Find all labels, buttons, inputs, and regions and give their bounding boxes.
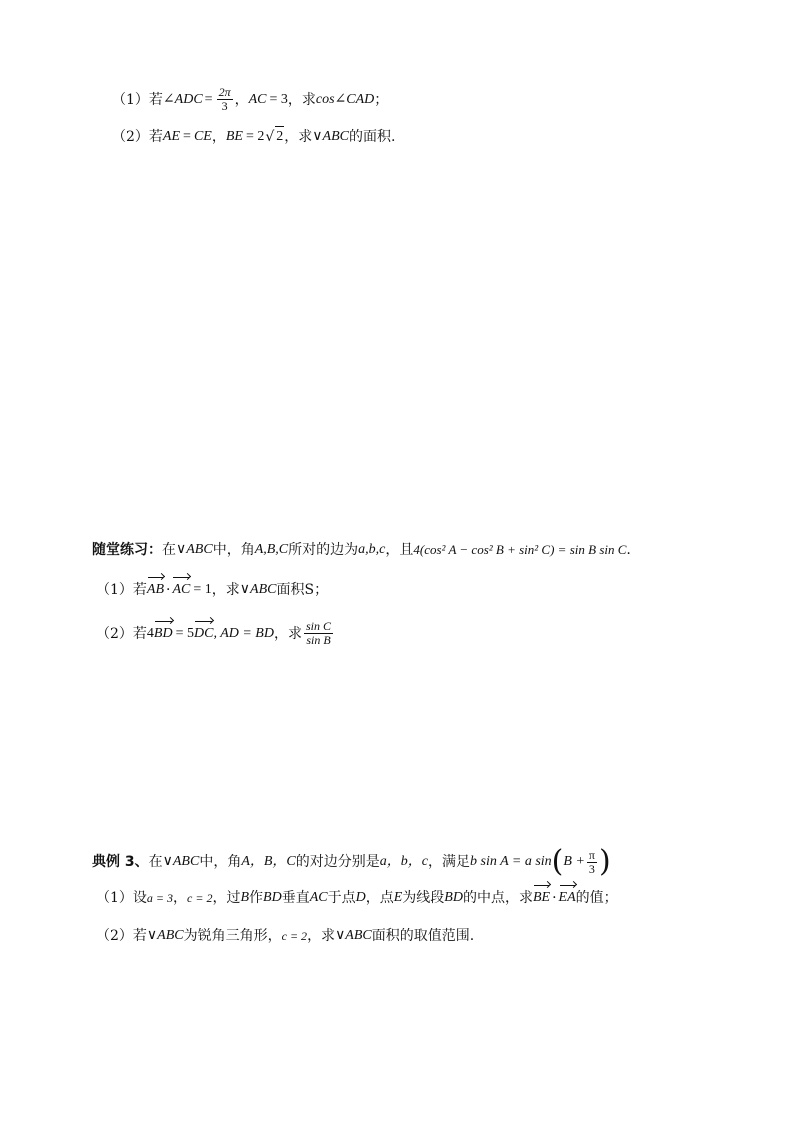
- end-punct: .: [626, 542, 631, 558]
- math-ac: AC: [248, 91, 267, 107]
- stem-text: 为锐角三角形，: [183, 928, 282, 944]
- separator: ，求: [287, 91, 316, 108]
- q-label: （2）若: [112, 128, 163, 145]
- triangle-symbol: ∨ABC: [312, 128, 349, 144]
- right-paren: ): [598, 844, 611, 879]
- math-ae: AE: [162, 128, 181, 144]
- segment-bd: BD: [444, 890, 463, 905]
- math-c: c = 2: [187, 891, 213, 905]
- left-paren: (: [551, 844, 564, 879]
- triangle-symbol: ∨ABC: [239, 582, 277, 597]
- vector-ab: AB: [147, 580, 164, 600]
- math-eq: =: [204, 91, 213, 107]
- example3-question-1: [96, 888, 618, 908]
- triangle-symbol: ∨ABC: [176, 542, 213, 557]
- math-c: c = 2: [281, 929, 308, 943]
- separator: ，求: [284, 128, 313, 145]
- stem-text: ，求: [307, 928, 336, 944]
- stem-text: 为线段: [402, 890, 445, 906]
- example3-stem: [92, 844, 611, 879]
- math-eq: =: [183, 128, 191, 144]
- q-label: （1）若: [96, 582, 147, 598]
- point-d: D: [355, 890, 366, 905]
- segment-bd: BD: [263, 890, 282, 905]
- stem-text: ，过: [212, 890, 241, 906]
- example3-title: 典例 3、: [92, 854, 149, 870]
- stem-text: 作: [249, 890, 264, 906]
- math-ce: CE: [193, 128, 212, 144]
- sides: a,b,c: [358, 542, 386, 557]
- end-text: 面积S；: [276, 582, 329, 598]
- stem-text: 中，角: [212, 542, 255, 558]
- stem-text: ，点: [365, 890, 394, 906]
- practice-question-1: [96, 580, 328, 600]
- math-ac-value: = 3: [269, 91, 288, 107]
- math-eq: = 5: [175, 625, 194, 641]
- angles: A,B,C: [254, 542, 289, 557]
- stem-text: ，求: [211, 582, 240, 598]
- q-label: （2）若: [96, 928, 147, 944]
- condition-formula: 4(cos² A − cos² B + sin² C) = sin B sin C: [413, 542, 627, 557]
- stem-text: 在: [148, 854, 163, 870]
- point-b: B: [240, 890, 250, 905]
- math-value: = 1: [193, 582, 212, 597]
- q-label: （2）若: [96, 625, 147, 642]
- fraction: [587, 849, 597, 876]
- fraction-denominator: 3: [588, 861, 595, 876]
- separator: ，: [211, 128, 226, 145]
- condition-lhs: b sin A = a sin: [470, 854, 552, 869]
- end-punct: ；: [374, 91, 389, 108]
- math-be: BE: [225, 128, 243, 144]
- q-label: （1）若: [112, 91, 163, 108]
- p1-question-2: [112, 126, 395, 147]
- stem-text: 的中点，求: [462, 890, 533, 906]
- angles: A，B，C: [241, 854, 296, 869]
- vector-ac: AC: [172, 580, 190, 600]
- fraction: [217, 86, 233, 113]
- inner-b: B +: [563, 854, 585, 869]
- vector-be: BE: [533, 888, 550, 908]
- stem-text: 中，角: [199, 854, 242, 870]
- dot-operator: ·: [552, 890, 557, 906]
- stem-text: 垂直: [281, 890, 310, 906]
- fraction-denominator: sin B: [306, 633, 331, 647]
- practice-title: 随堂练习：: [92, 542, 162, 558]
- sqrt-radicand: 2: [275, 126, 284, 147]
- sides: a，b，c: [379, 854, 428, 869]
- math-rest: , AD = BD: [213, 625, 274, 641]
- practice-stem: [92, 540, 631, 560]
- separator: ，: [234, 91, 249, 108]
- end-text: 的面积.: [348, 128, 396, 145]
- end-text: 的值；: [575, 890, 618, 906]
- math-a: a = 3: [146, 891, 174, 905]
- triangle-symbol: ∨ABC: [335, 928, 372, 943]
- p1-question-1: [112, 86, 388, 113]
- segment-ac: AC: [309, 890, 328, 905]
- fraction-numerator: π: [588, 847, 595, 862]
- end-text: 面积的取值范围.: [371, 928, 475, 944]
- fraction-denominator: 3: [221, 99, 228, 113]
- vector-dc: DC: [194, 624, 213, 644]
- triangle-symbol: ∨ABC: [162, 854, 200, 869]
- fraction-numerator: sin C: [305, 619, 331, 633]
- vector-ea: EA: [559, 888, 576, 908]
- stem-text: 于点: [327, 890, 356, 906]
- coef: 4: [146, 625, 154, 641]
- math-angle: ∠ADC: [162, 91, 203, 107]
- stem-text: 在: [162, 542, 176, 558]
- dot-operator: ·: [166, 582, 171, 598]
- fraction: [304, 620, 333, 647]
- practice-question-2: [96, 620, 335, 647]
- example3-question-2: [96, 926, 474, 946]
- stem-text: 的对边分别是: [295, 854, 380, 870]
- point-e: E: [393, 890, 403, 905]
- stem-text: ，满足: [428, 854, 470, 870]
- q-label: （1）设: [96, 890, 147, 906]
- math-target: cos∠CAD: [315, 91, 375, 107]
- stem-text: ，且: [385, 542, 414, 558]
- stem-text: 所对的边为: [288, 542, 359, 558]
- stem-text: ，求: [273, 625, 302, 642]
- triangle-symbol: ∨ABC: [146, 928, 184, 943]
- sqrt-sign: √: [265, 128, 275, 145]
- fraction-numerator: 2π: [218, 85, 231, 99]
- math-be-value: = 2: [245, 128, 265, 144]
- separator: ，: [173, 890, 188, 906]
- vector-bd: BD: [154, 624, 173, 644]
